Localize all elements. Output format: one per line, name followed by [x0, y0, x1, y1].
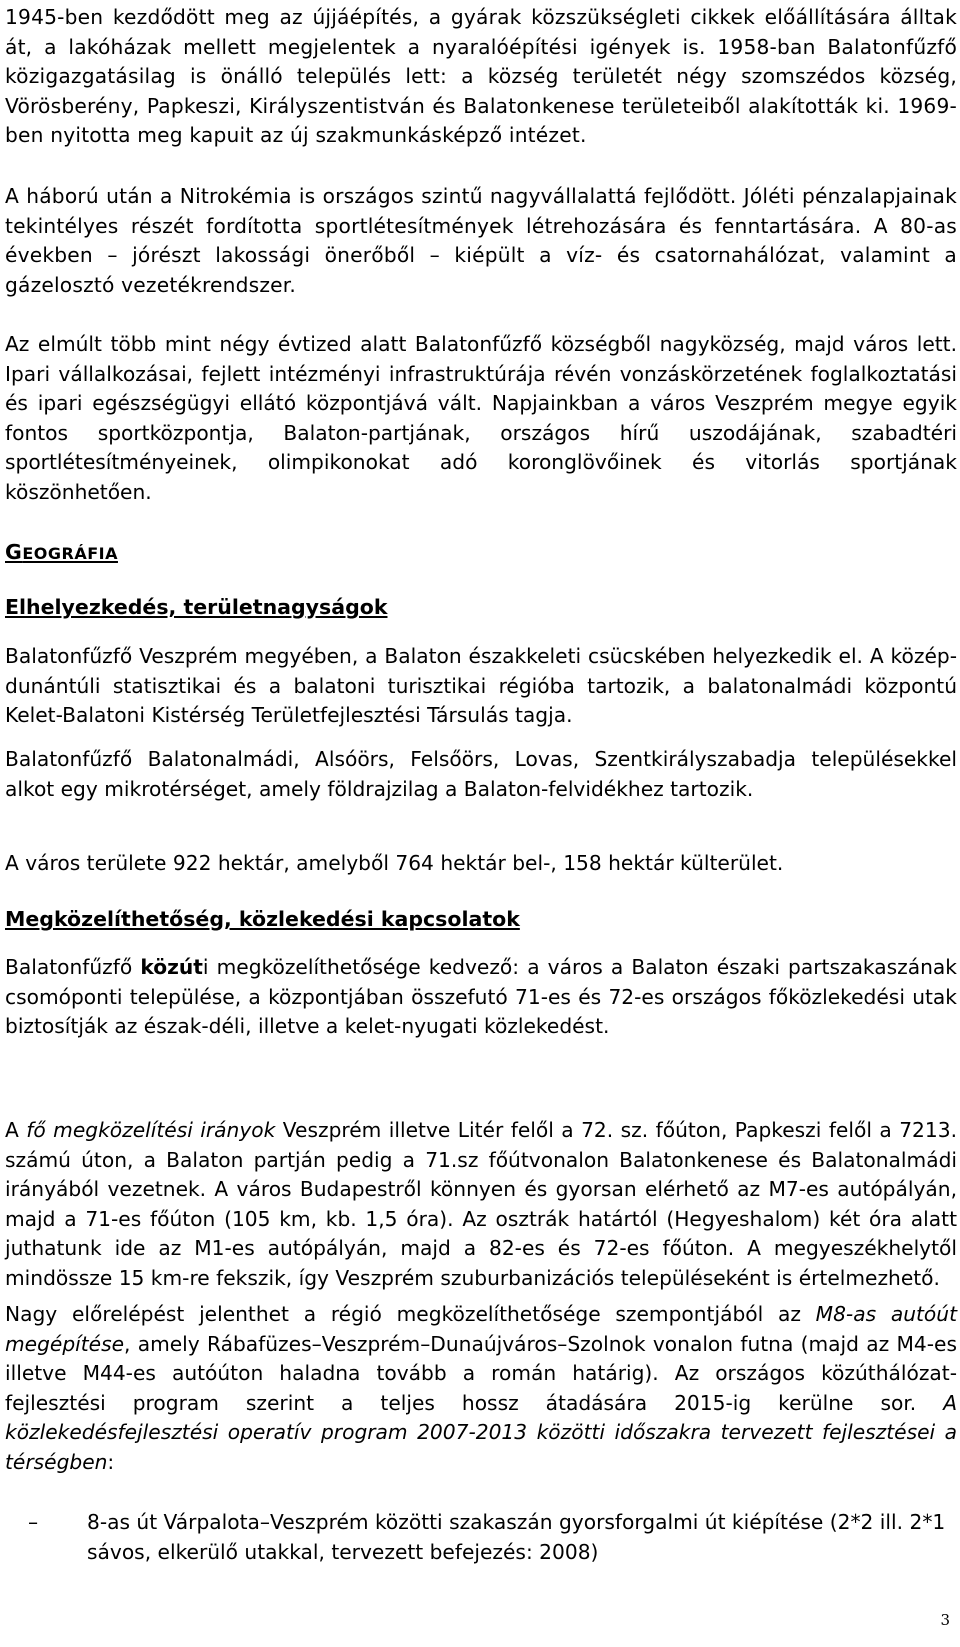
- paragraph-main-routes: [5, 1116, 957, 1294]
- text-run: Veszprém illetve Litér felől a 72. sz. főúton, Papkeszi felől a 7213. számú úton, a Balaton partján pedig a 71.sz főútvonalon Balatonkenese és Balatonalmádi irányából vezetnek. A város Budapestről könnyen és gyorsan elérhető az M7-es autópályán, majd a 71-es főúton (105 km, kb. 1,5 óra). Az osztrák határtól (Hegyeshalom) két óra alatt juthatunk ide az M1-es autópályán, majd a 82-es és 72-es főúton. A megyeszékhelytől mindössze 15 km-re fekszik, így Veszprém szuburbanizációs településeként is értelmezhető.: [5, 1118, 957, 1290]
- section-heading-geography: [5, 538, 118, 568]
- paragraph-nitrokemia: A háború után a Nitrokémia is országos szintű nagyvállalattá fejlődött. Jóléti pénzalapjainak tekintélyes részét fordította sportlétesítmények létrehozására és fenntartására. A 80-as években – jórészt lakossági önerőből – kiépült a víz- és csatornahálózat, valamint a gázelosztó vezetékrendszer.: [5, 184, 957, 297]
- list-item-text: 8-as út Várpalota–Veszprém közötti szakaszán gyorsforgalmi út kiépítése (2*2 ill. 2*1 sávos, elkerülő utakkal, tervezett befejezés: 2008): [87, 1510, 946, 1564]
- text-run: :: [107, 1449, 115, 1474]
- italic-run: fő megközelítési irányok: [26, 1118, 276, 1142]
- text-run: , amely Rábafüzes–Veszprém–Dunaújváros–Szolnok vonalon futna (majd az M4-es illetve M44-es autóúton haladna tovább a román határig). Az országos közúthálózat-fejlesztési program szerint a teljes hossz átadására 2015-ig kerülne sor.: [5, 1331, 957, 1415]
- italic-run: A közlekedésfejlesztési operatív program 2007-2013 közötti időszakra tervezett fejlesztései a térségben: [5, 1390, 957, 1474]
- subheading-access: Megközelíthetőség, közlekedési kapcsolatok: [5, 907, 520, 931]
- page-number: 3: [940, 1611, 950, 1629]
- paragraph-area: A város területe 922 hektár, amelyből 764 hektár bel-, 158 hektár külterület.: [5, 851, 784, 875]
- paragraph-microregion: Balatonfűzfő Balatonalmádi, Alsóörs, Felsőörs, Lovas, Szentkirályszabadja településekkel alkot egy mikrotérséget, amely földrajzilag a Balaton-felvidékhez tartozik.: [5, 747, 957, 801]
- heading-rest: EOGRÁFIA: [22, 544, 118, 563]
- text-run: A: [5, 1118, 27, 1142]
- paragraph-road-access: [5, 953, 957, 1042]
- text-run: Balatonfűzfő: [5, 955, 141, 979]
- paragraph-location: Balatonfűzfő Veszprém megyében, a Balaton északkeleti csücskében helyezkedik el. A közép-dunántúli statisztikai és a balatoni turisztikai régióba tartozik, a balatonalmádi központú Kelet-Balatoni Kistérség Területfejlesztési Társulás tagja.: [5, 644, 957, 728]
- italic-run: M8-as autóút megépítése: [5, 1302, 957, 1356]
- text-run: i megközelíthetősége kedvező: a város a Balaton északi partszakaszának csomóponti települése, a központjában összefutó 71-es és 72-es országos főközlekedési utak biztosítják az észak-déli, illetve a kelet-nyugati közlekedést.: [5, 955, 957, 1039]
- text-run: Nagy előrelépést jelenthet a régió megközelíthetősége szempontjából az: [5, 1302, 816, 1326]
- paragraph-history-1945: 1945-ben kezdődött meg az újjáépítés, a gyárak közszükségleti cikkek előállítására álltak át, a lakóházak mellett megjelentek a nyaralóépítési igények is. 1958-ban Balatonfűzfő közigazgatásilag is önálló település lett: a község területét négy szomszédos község, Vörösberény, Papkeszi, Királyszentistván és Balatonkenese területeiből alakították ki. 1969-ben nyitotta meg kapuit az új szakmunkásképző intézet.: [5, 5, 957, 148]
- list-dash: –: [28, 1510, 39, 1534]
- heading-initial: G: [5, 540, 23, 564]
- list-item: [5, 1508, 957, 1567]
- bold-run: közút: [140, 955, 203, 979]
- subheading-location: Elhelyezkedés, területnagyságok: [5, 595, 388, 619]
- paragraph-town-development: Az elmúlt több mint négy évtized alatt Balatonfűzfő községből nagyközség, majd város lett. Ipari vállalkozásai, fejlett intézményi infrastruktúrája révén vonzáskörzetének foglalkoztatási és ipari egészségügyi ellátó központjává vált. Napjainkban a város Veszprém megye egyik fontos sportközpontja, Balaton-partjának, országos hírű uszodájának, szabadtéri sportlétesítményeinek, olimpikonokat adó koronglövőinek és vitorlás sportjának köszönhetően.: [5, 332, 957, 504]
- paragraph-m8-motorway: [5, 1300, 957, 1478]
